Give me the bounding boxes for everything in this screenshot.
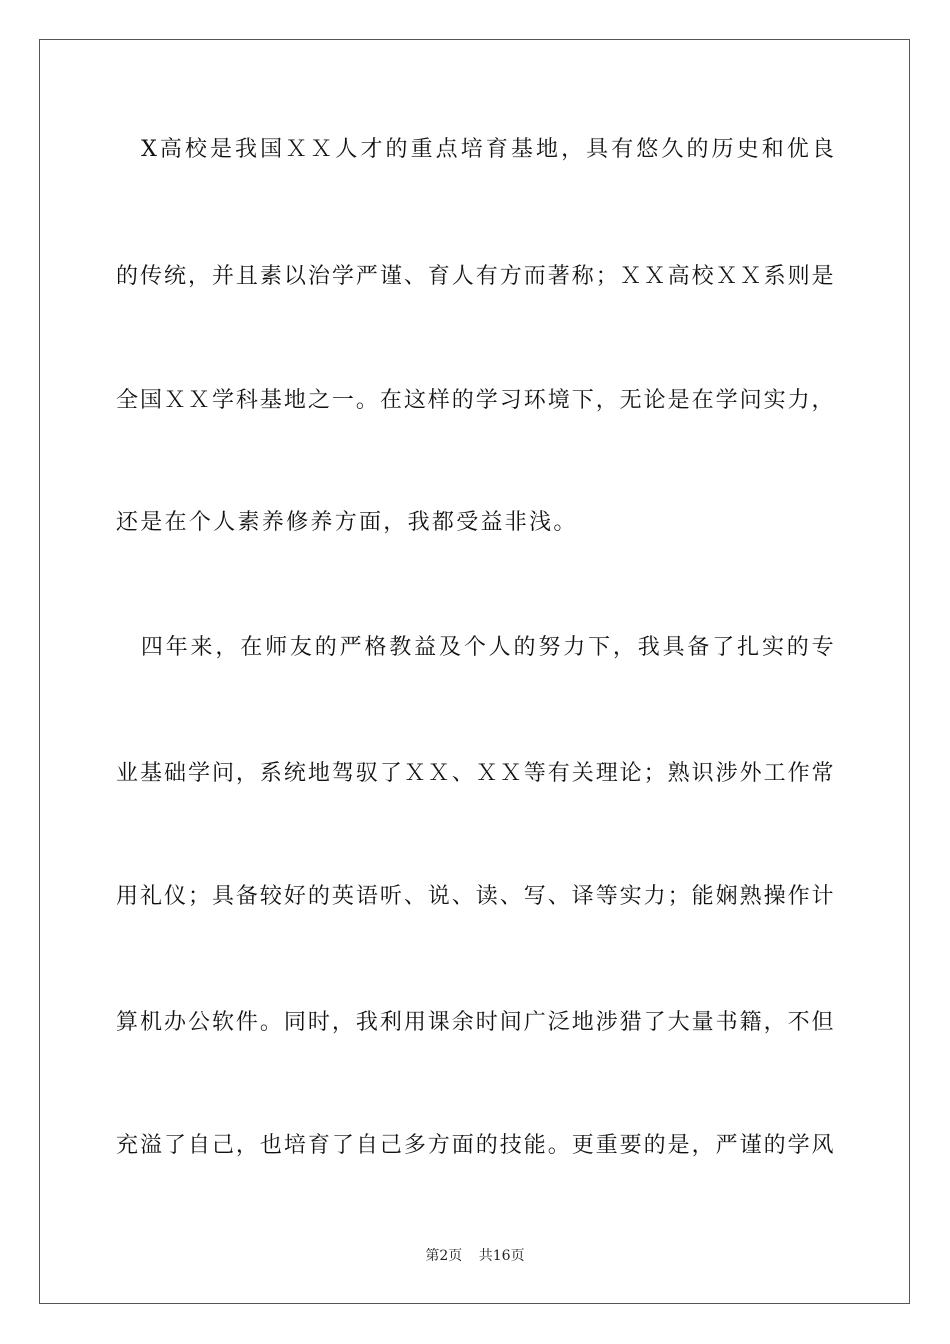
page-total: 共16页: [478, 1248, 525, 1264]
paragraph-line: 的 传 统 ， 并 且 素 以 治 学 严 谨 、 育 人 有 方 而 著 称 ； Ｘ Ｘ 高 校 Ｘ Ｘ 系 则 是: [116, 264, 834, 289]
paragraph-line: 业 基 础 学 问 ， 系 统 地 驾 驭 了 Ｘ Ｘ 、 Ｘ Ｘ 等 有 关 理 论 ； 熟 识 涉 外 工 作 常: [116, 761, 834, 786]
page-border: [39, 39, 910, 1304]
paragraph-line: 充 溢 了 自 己 ， 也 培 育 了 自 己 多 方 面 的 技 能 。 更 重 要 的 是 ， 严 谨 的 学 风: [116, 1133, 834, 1158]
paragraph-line: X 高 校 是 我 国 Ｘ Ｘ 人 才 的 重 点 培 育 基 地 ， 具 有 悠 久 的 历 史 和 优 良: [141, 137, 834, 162]
paragraph-line: 还是在个人素养修养方面，我都受益非浅。: [116, 510, 578, 535]
paragraph-line: 四 年 来 ， 在 师 友 的 严 格 教 益 及 个 人 的 努 力 下 ， 我 具 备 了 扎 实 的 专: [140, 635, 834, 660]
paragraph-line: 算 机 办 公 软 件 。 同 时 ， 我 利 用 课 余 时 间 广 泛 地 涉 猎 了 大 量 书 籍 ， 不 但: [116, 1010, 834, 1035]
page-footer: [0, 1245, 950, 1265]
paragraph-line: 全 国 Ｘ Ｘ 学 科 基 地 之 一 。 在 这 样 的 学 习 环 境 下 ， 无 论 是 在 学 问 实 力 ，: [116, 388, 834, 413]
paragraph-line: 用 礼 仪 ； 具 备 较 好 的 英 语 听 、 说 、 读 、 写 、 译 等 实 力 ； 能 娴 熟 操 作 计: [116, 884, 834, 909]
page-number: 第2页: [425, 1248, 463, 1264]
